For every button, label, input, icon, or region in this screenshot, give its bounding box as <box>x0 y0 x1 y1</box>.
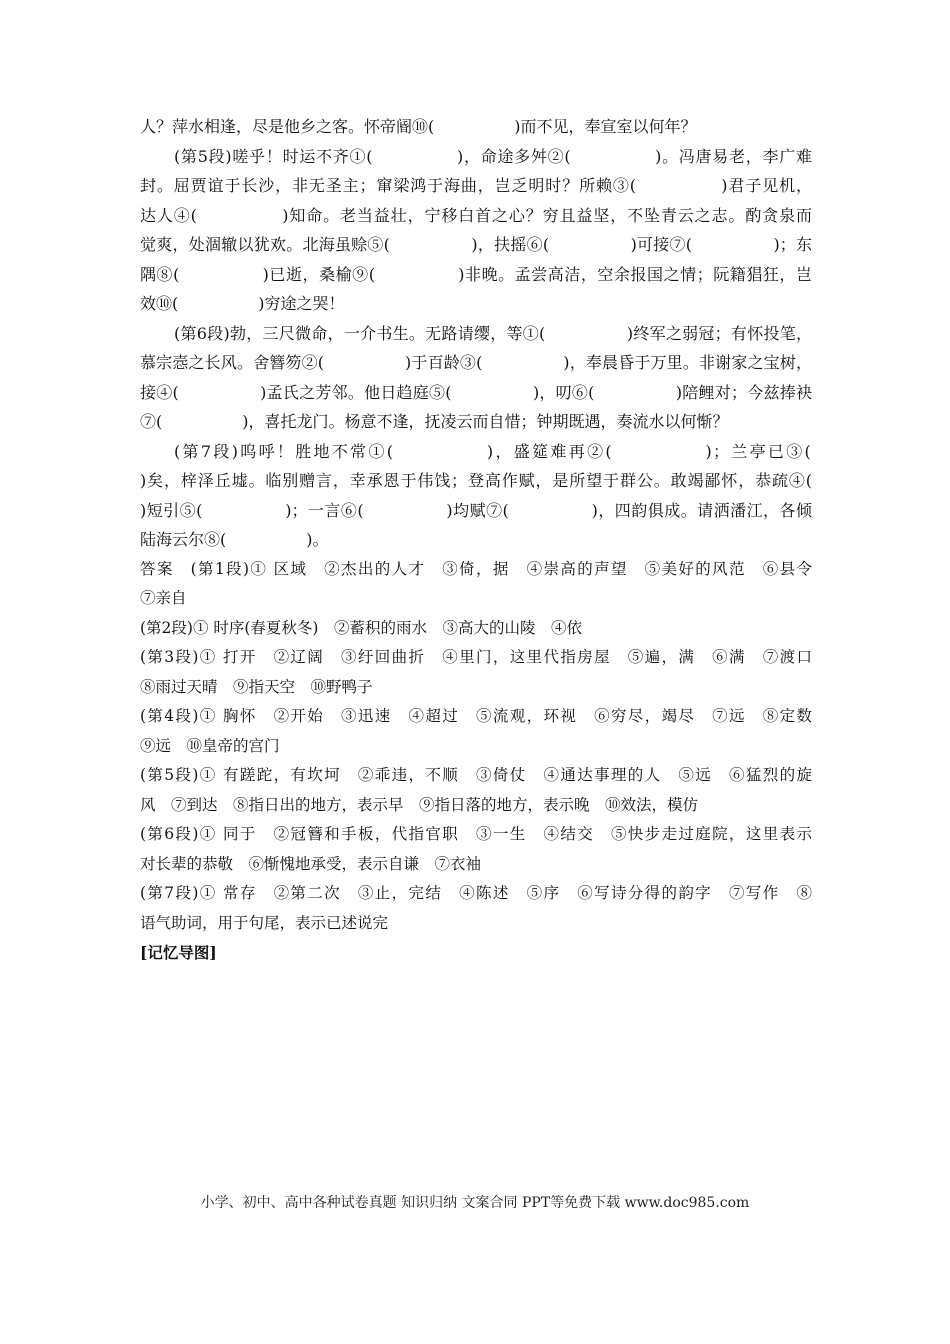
text-line: 达人④( )知命。老当益壮，宁移白首之心？穷且益坚，不坠青云之志。酌贪泉而 <box>140 205 812 225</box>
answer-line: 对长辈的恭敬 ⑥惭愧地承受，表示自谦 ⑦衣袖 <box>140 854 482 873</box>
answer-line: ⑨远 ⑩皇帝的宫门 <box>140 736 280 755</box>
answer-line: ⑧雨过天晴 ⑨指天空 ⑩野鸭子 <box>140 677 373 696</box>
text-line: 接④( )孟氏之芳邻。他日趋庭⑤( )，叨⑥( )陪鲤对；今兹捧袂 <box>140 382 812 402</box>
passage <box>140 112 812 555</box>
text-line: 隅⑧( )已逝，桑榆⑨( )非晚。孟尝高洁，空余报国之情；阮籍猖狂，岂 <box>140 264 812 284</box>
answer-line: 风 ⑦到达 ⑧指日出的地方，表示早 ⑨指日落的地方，表示晚 ⑩效法，模仿 <box>140 795 699 814</box>
text-line: 效⑩( )穷途之哭！ <box>140 294 345 313</box>
text-line: 人？萍水相逢，尽是他乡之客。怀帝阍⑩( )而不见，奉宣室以何年？ <box>140 117 697 136</box>
text-line: (第5段)嗟乎！时运不齐①( )，命途多舛②( )。冯唐易老，李广难 <box>174 146 812 166</box>
answer-line: (第7段)① 常存 ②第二次 ③止，完结 ④陈述 ⑤序 ⑥写诗分得的韵字 ⑦写作 ⑧ <box>140 884 812 902</box>
text-line: ⑦( )，喜托龙门。杨意不逢，抚凌云而自惜；钟期既遇，奏流水以何惭？ <box>140 412 729 431</box>
text-line: (第6段)勃，三尺微命，一介书生。无路请缨，等①( )终军之弱冠；有怀投笔， <box>174 323 812 343</box>
answer-line: ⑦亲自 <box>140 589 187 607</box>
text-line: )短引⑤( )；一言⑥( )均赋⑦( )，四韵俱成。请洒潘江，各倾 <box>140 500 812 520</box>
answer-line: (第2段)① 时序(春夏秋冬) ②蓄积的雨水 ③高大的山陵 ④依 <box>140 618 582 637</box>
text-line: 陆海云尔⑧( )。 <box>140 530 329 549</box>
text-line: 觉爽，处涸辙以犹欢。北海虽赊⑤( )，扶摇⑥( )可接⑦( )；东 <box>140 235 812 254</box>
answers <box>140 555 812 968</box>
answer-line: (第6段)① 同于 ②冠簪和手板，代指官职 ③一生 ④结交 ⑤快步走过庭院，这里表示 <box>140 825 812 843</box>
text-line: )矣，梓泽丘墟。临别赠言，幸承恩于伟饯；登高作赋，是所望于群公。敢竭鄙怀，恭疏④( <box>140 471 812 490</box>
page-footer: 小学、初中、高中各种试卷真题 知识归纳 文案合同 PPT等免费下载 www.doc985.com <box>200 1195 750 1211</box>
answer-line: (第3段)① 打开 ②辽阔 ③纡回曲折 ④里门，这里代指房屋 ⑤遍，满 ⑥满 ⑦渡口 <box>140 648 812 666</box>
text-line: 封。屈贾谊于长沙，非无圣主；窜梁鸿于海曲，岂乏明时？所赖③( )君子见机， <box>140 176 812 195</box>
answer-line: [记忆导图] <box>140 943 217 962</box>
answer-line: (第5段)① 有蹉跎，有坎坷 ②乖违，不顺 ③倚仗 ④通达事理的人 ⑤远 ⑥猛烈的旋 <box>140 766 812 784</box>
answer-line: 语气助词，用于句尾，表示已述说完 <box>140 913 389 932</box>
answer-line: (第4段)① 胸怀 ②开始 ③迅速 ④超过 ⑤流观，环视 ⑥穷尽，竭尽 ⑦远 ⑧定数 <box>140 707 812 725</box>
text-line: (第7段)呜呼！胜地不常①( )，盛筵难再②( )；兰亭已③( <box>174 441 812 461</box>
text-line: 慕宗悫之长风。舍簪笏②( )于百龄③( )，奉晨昏于万里。非谢家之宝树， <box>140 353 812 372</box>
document-body <box>140 112 812 968</box>
answer-line: 答案 (第1段)① 区域 ②杰出的人才 ③倚，据 ④崇高的声望 ⑤美好的风范 ⑥县令 <box>140 559 812 578</box>
